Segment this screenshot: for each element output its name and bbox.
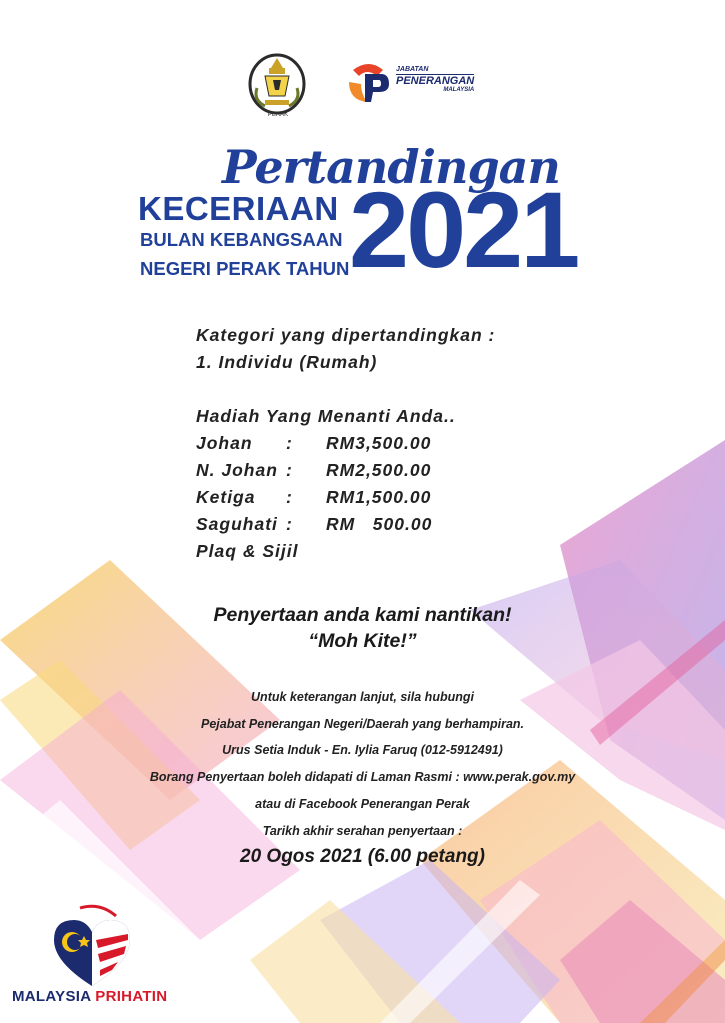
jabatan-penerangan-logo-icon — [343, 60, 393, 106]
prize-amount: RM3,500.00 — [326, 433, 432, 453]
prize-row — [196, 430, 616, 457]
prize-row — [196, 484, 616, 511]
footer-word2: PRIHATIN — [95, 988, 168, 1005]
prize-amount: RM2,500.00 — [326, 460, 432, 480]
prize-sep: : — [286, 487, 293, 507]
category-heading: Kategori yang dipertandingkan : — [196, 325, 496, 345]
tagline-line2: “Moh Kite!” — [308, 630, 417, 652]
prize-amount: RM 500.00 — [326, 514, 433, 534]
info-line: Untuk keterangan lanjut, sila hubungi — [251, 690, 474, 704]
agency-line1: JABATAN — [396, 66, 429, 73]
title-script: Pertandingan — [222, 140, 560, 194]
title-line3: NEGERI PERAK TAHUN — [140, 258, 350, 279]
prize-sep: : — [286, 514, 293, 534]
title-year: 2021 — [349, 169, 578, 290]
deadline: 20 Ogos 2021 (6.00 petang) — [240, 846, 485, 867]
jabatan-penerangan-wordmark — [396, 66, 474, 93]
agency-line3: MALAYSIA — [443, 87, 475, 93]
prize-row — [196, 457, 616, 484]
prize-label: Johan — [196, 433, 253, 453]
prize-row — [196, 511, 616, 538]
info-line: atau di Facebook Penerangan Perak — [255, 797, 470, 811]
title-line1: KECERIAAN — [138, 190, 339, 227]
prize-amount: RM1,500.00 — [326, 487, 432, 507]
footer-word1: MALAYSIA — [12, 988, 91, 1005]
malaysia-prihatin-logo-icon — [40, 900, 160, 992]
prize-label: Saguhati — [196, 514, 278, 534]
malaysia-prihatin-wordmark — [12, 988, 167, 1005]
details-block — [196, 322, 616, 565]
tagline-line1: Penyertaan anda kami nantikan! — [213, 604, 512, 626]
info-line: Tarikh akhir serahan penyertaan : — [262, 824, 463, 838]
prize-sep: : — [286, 433, 293, 453]
info-line: Borang Penyertaan boleh didapati di Laman Rasmi : www.perak.gov.my — [149, 770, 576, 784]
prize-sep: : — [286, 460, 293, 480]
info-line: Urus Setia Induk - En. Iylia Faruq (012-5912491) — [222, 743, 503, 757]
prize-label: Ketiga — [196, 487, 256, 507]
prizes-heading: Hadiah Yang Menanti Anda.. — [196, 406, 456, 426]
agency-line2: PENERANGAN — [396, 75, 475, 87]
prize-label: N. Johan — [196, 460, 278, 480]
category-item: 1. Individu (Rumah) — [196, 352, 378, 372]
info-line: Pejabat Penerangan Negeri/Daerah yang berhampiran. — [200, 717, 525, 731]
title-line2: BULAN KEBANGSAAN — [140, 229, 343, 250]
prize-extra: Plaq & Sijil — [196, 541, 299, 561]
crest-label: PERAK — [267, 112, 289, 118]
